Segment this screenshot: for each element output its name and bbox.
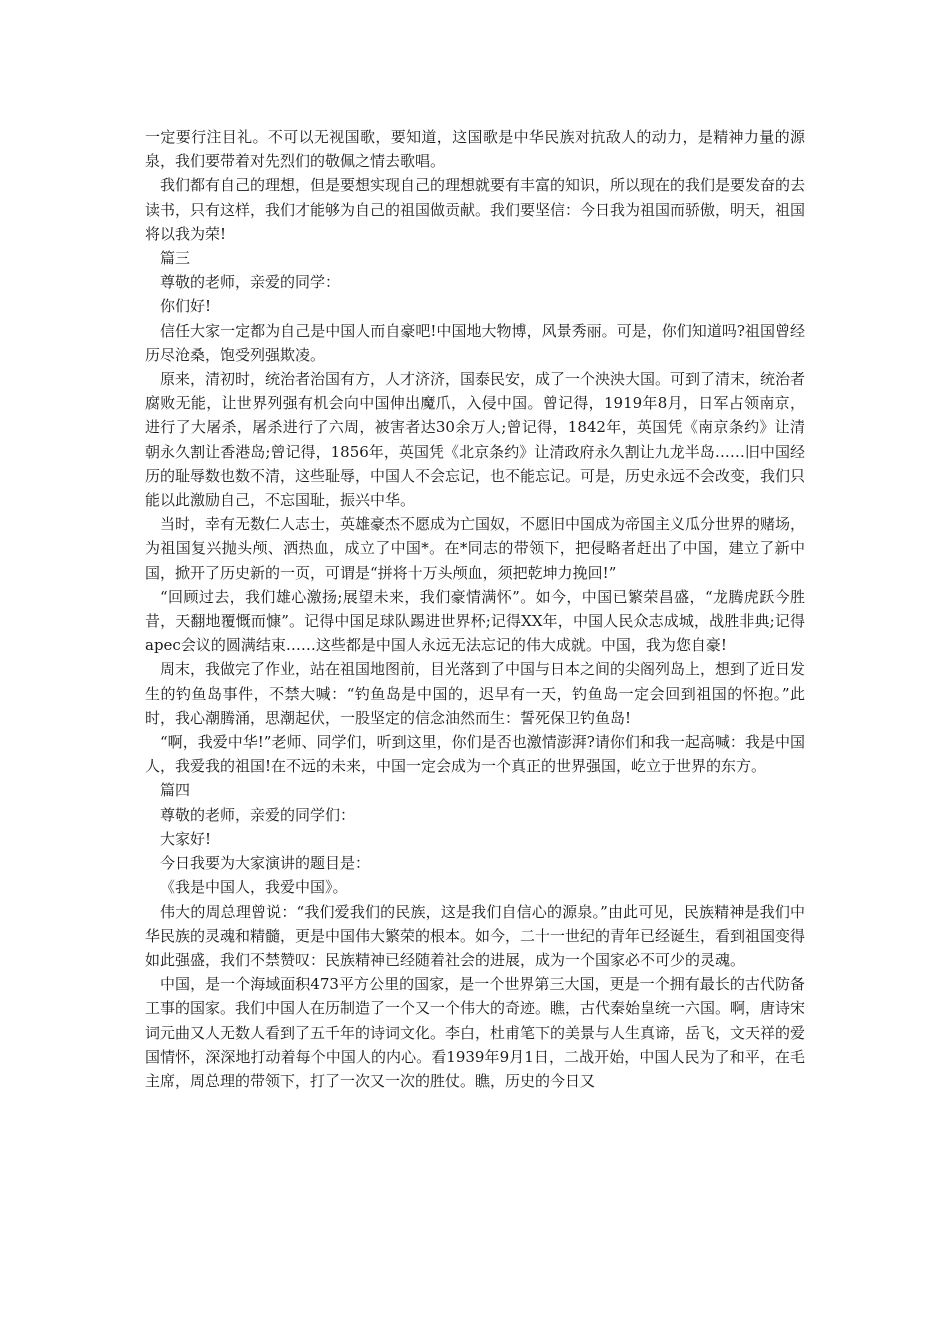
paragraph-continuation: 一定要行注目礼。不可以无视国歌，要知道，这国歌是中华民族对抗敌人的动力，是精神力量的源泉，我们要带着对先烈们的敬佩之情去歌唱。 <box>145 128 805 171</box>
paragraph-topic-intro: 今日我要为大家演讲的题目是： <box>160 854 371 873</box>
paragraph-diaoyu: 周末，我做完了作业，站在祖国地图前，目光落到了中国与日本之间的尖阁列岛上，想到了近日发生的钓鱼岛事件，不禁大喊：“钓鱼岛是中国的，迟早有一天，钓鱼岛一定会回到祖国的怀抱。”此时，我心潮腾涌，思潮起伏，一股坚定的信念油然而生：誓死保卫钓鱼岛! <box>145 660 806 727</box>
paragraph-national-spirit: 伟大的周总理曾说：“我们爱我们的民族，这是我们自信心的源泉。”由此可见，民族精神是我们中华民族的灵魂和精髓，更是中国伟大繁荣的根本。如今，二十一世纪的青年已经诞生，看到祖国变得如此强盛，我们不禁赞叹：民族精神已经随着社会的进展，成为一个国家必不可少的灵魂。 <box>145 902 806 969</box>
paragraph-chinese-history: 中国，是一个海域面积473平方公里的国家，是一个世界第三大国，更是一个拥有最长的古代防备工事的国家。我们中国人在历制造了一个又一个伟大的奇迹。瞧，古代秦始皇统一六国。啊，唐诗宋词元曲又人无数人看到了五千年的诗词文化。李白，杜甫笔下的美景与人生真谛，岳飞，文天祥的爱国情怀，深深地打动着每个中国人的内心。看1939年9月1日，二战开始，中国人民为了和平，在毛主席，周总理的带领下，打了一次又一次的胜仗。瞧，历史的今日又 <box>145 975 806 1090</box>
paragraph-heroes: 当时，幸有无数仁人志士，英雄豪杰不愿成为亡国奴，不愿旧中国成为帝国主义瓜分世界的赌场，为祖国复兴抛头颅、洒热血，成立了中国*。在*同志的带领下，把侵略者赶出了中国，建立了新中国，掀开了历史新的一页，可谓是“拼将十万头颅血，须把乾坤力挽回!” <box>145 515 806 582</box>
document-page <box>145 125 805 1093</box>
salutation: 尊敬的老师，亲爱的同学们： <box>160 805 356 824</box>
speech-title: 《我是中国人，我爱中国》。 <box>160 878 348 897</box>
paragraph-achievements: “回顾过去，我们雄心激扬;展望未来，我们豪情满怀”。如今，中国已繁荣昌盛，“龙腾虎跃今胜昔，天翻地覆慨而慷”。记得中国足球队踢进世界杯;记得XX年，中国人民众志成城，战胜非典;记得apec会议的圆满结束……这些都是中国人永远无法忘记的伟大成就。中国，我为您自豪! <box>145 587 805 655</box>
section-heading-part-four: 篇四 <box>160 781 191 800</box>
paragraph-ideal: 我们都有自己的理想，但是要想实现自己的理想就要有丰富的知识，所以现在的我们是要发奋的去读书，只有这样，我们才能够为自己的祖国做贡献。我们要坚信：今日我为祖国而骄傲，明天，祖国将以我为荣! <box>145 176 806 243</box>
paragraph-love-china: “啊，我爱中华!”老师、同学们，听到这里，你们是否也激情澎湃?请你们和我一起高喊：我是中国人，我爱我的祖国!在不远的未来，中国一定会成为一个真正的世界强国，屹立于世界的东方。 <box>145 733 805 776</box>
section-heading-part-three: 篇三 <box>160 249 191 268</box>
paragraph-pride: 信任大家一定都为自己是中国人而自豪吧!中国地大物博，风景秀丽。可是，你们知道吗?祖国曾经历尽沧桑，饱受列强欺凌。 <box>145 321 805 364</box>
salutation: 尊敬的老师，亲爱的同学： <box>160 273 341 292</box>
greeting: 大家好! <box>160 829 212 848</box>
paragraph-history: 原来，清初时，统治者治国有方，人才济济，国泰民安，成了一个泱泱大国。可到了清末，统治者腐败无能，让世界列强有机会向中国伸出魔爪，入侵中国。曾记得，1919年8月，日军占领南京，进行了大屠杀，屠杀进行了六周，被害者达30余万人;曾记得，1842年，英国凭《南京条约》让清朝永久割让香港岛;曾记得，1856年，英国凭《北京条约》让清政府永久割让九龙半岛……旧中国经历的耻辱数也数不清，这些耻辱，中国人不会忘记，也不能忘记。可是，历史永远不会改变，我们只能以此激励自己，不忘国耻，振兴中华。 <box>145 370 806 510</box>
greeting: 你们好! <box>160 297 212 316</box>
